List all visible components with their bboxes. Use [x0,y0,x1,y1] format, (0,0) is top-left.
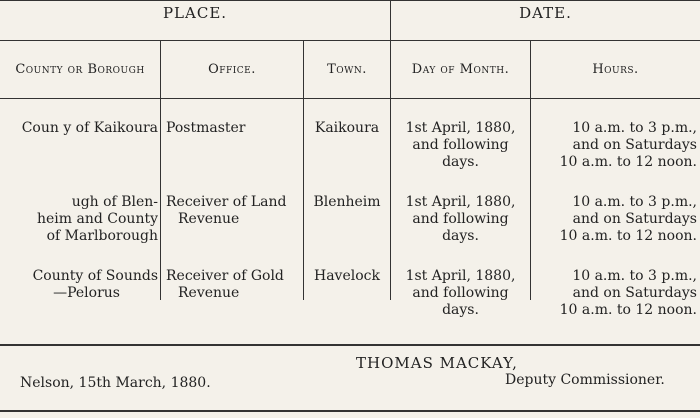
col-header-town: Town. [327,62,367,77]
row-1-day: 1st April, 1880, and following days. [405,120,516,170]
col-header-office: Office. [208,62,256,77]
row-1-county: Coun y of Kaikoura [21,120,158,136]
col-header-day: Day of Month. [411,62,510,77]
row-1-office: Postmaster [166,120,246,136]
row-2-day: 1st April, 1880, and following days. [405,194,516,244]
place-heading: PLACE. [162,4,228,22]
row-3-day: 1st April, 1880, and following days. [405,268,516,318]
row-3-county: County of Sounds —Pelorus [32,268,158,301]
bottom-rule-lower [0,410,700,412]
row-1-hours: 10 a.m. to 3 p.m., and on Saturdays 10 a.m. to 12 noon. [559,120,697,170]
row-3-town: Havelock [314,268,380,284]
date-heading: DATE. [519,4,572,22]
column-header-rule [0,98,700,99]
signatory-name: THOMAS MACKAY, [356,354,518,372]
row-1-town: Kaikoura [314,120,380,136]
row-3-hours: 10 a.m. to 3 p.m., and on Saturdays 10 a.m. to 12 noon. [559,268,697,318]
divider-office-town [303,40,304,300]
header-group-rule [0,40,700,41]
row-2-hours: 10 a.m. to 3 p.m., and on Saturdays 10 a.m. to 12 noon. [559,194,697,244]
place-date-line: Nelson, 15th March, 1880. [20,375,211,391]
signatory-title: Deputy Commissioner. [505,372,665,388]
row-2-county: ugh of Blen- heim and County of Marlborough [37,194,158,244]
row-2-office: Receiver of Land Revenue [166,194,287,227]
top-rule [0,0,700,1]
col-header-hours: Hours. [592,62,639,77]
col-header-county: County or Borough [15,62,145,77]
bottom-rule-upper [0,344,700,346]
divider-county-office [160,40,161,300]
row-2-town: Blenheim [313,194,381,210]
row-3-office: Receiver of Gold Revenue [166,268,284,301]
